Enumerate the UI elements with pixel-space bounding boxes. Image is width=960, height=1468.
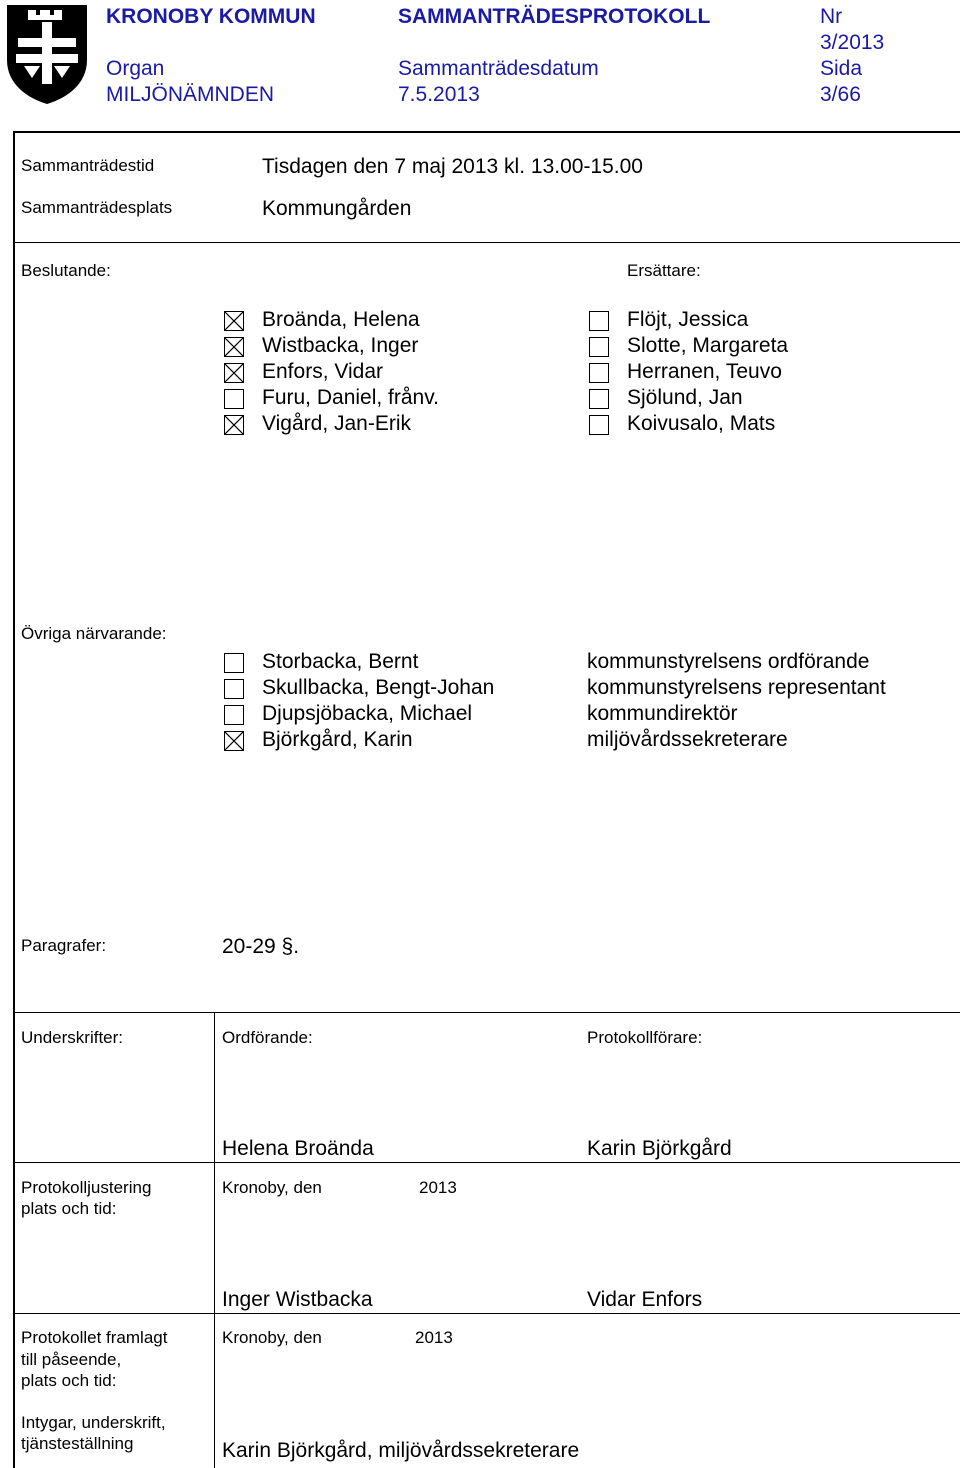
display-label-line1: Protokollet framlagt — [21, 1328, 168, 1347]
organ-value: MILJÖNÄMNDEN — [106, 83, 275, 106]
decision-maker-checkbox[interactable] — [224, 415, 244, 435]
substitute-name: Flöjt, Jessica — [627, 308, 749, 331]
substitute-name: Herranen, Teuvo — [627, 360, 782, 383]
others-present-label: Övriga närvarande: — [21, 624, 167, 643]
municipality-coat-of-arms-logo — [4, 2, 90, 106]
section-divider-adjustment — [13, 1162, 960, 1163]
certificate-label-line1: Intygar, underskrift, — [21, 1413, 166, 1432]
checkbox-x-mark — [225, 732, 243, 750]
municipality-name: KRONOBY KOMMUN — [106, 5, 316, 28]
substitute-name: Slotte, Margareta — [627, 334, 789, 357]
substitute-name: Koivusalo, Mats — [627, 412, 776, 435]
document-title: SAMMANTRÄDESPROTOKOLL — [398, 5, 711, 28]
checkbox-x-mark — [225, 312, 243, 330]
checkbox-x-mark — [225, 416, 243, 434]
decision-maker-checkbox[interactable] — [224, 311, 244, 331]
meeting-place-value: Kommungården — [262, 197, 412, 220]
other-present-checkbox[interactable] — [224, 731, 244, 751]
adjustment-year: 2013 — [419, 1178, 457, 1197]
adjustment-label-line1: Protokolljustering — [21, 1178, 152, 1197]
secretary-name: Karin Björkgård — [587, 1137, 732, 1160]
page-label: Sida — [820, 57, 863, 80]
paragraphs-label: Paragrafer: — [21, 936, 107, 955]
substitute-checkbox[interactable] — [589, 311, 609, 331]
section-divider-meeting — [13, 242, 960, 243]
substitute-checkbox[interactable] — [589, 415, 609, 435]
chair-name: Helena Broända — [222, 1137, 374, 1160]
meeting-time-label: Sammanträdestid — [21, 156, 155, 175]
secretary-label: Protokollförare: — [587, 1028, 703, 1047]
other-present-name: Björkgård, Karin — [262, 728, 413, 751]
decision-maker-name: Vigård, Jan-Erik — [262, 412, 412, 435]
adjuster-name-1: Inger Wistbacka — [222, 1288, 373, 1311]
other-present-role: miljövårdssekreterare — [587, 728, 788, 751]
checkbox-x-mark — [225, 364, 243, 382]
decision-maker-checkbox[interactable] — [224, 389, 244, 409]
other-present-checkbox[interactable] — [224, 653, 244, 673]
frame-top-line — [13, 131, 960, 133]
substitute-checkbox[interactable] — [589, 389, 609, 409]
paragraphs-value: 20-29 §. — [222, 935, 300, 958]
substitute-checkbox[interactable] — [589, 363, 609, 383]
display-label-line3: plats och tid: — [21, 1371, 117, 1390]
other-present-name: Skullbacka, Bengt-Johan — [262, 676, 495, 699]
frame-left-line — [13, 131, 15, 1468]
substitute-name: Sjölund, Jan — [627, 386, 743, 409]
other-present-name: Storbacka, Bernt — [262, 650, 419, 673]
checkbox-x-mark — [225, 338, 243, 356]
other-present-role: kommunstyrelsens ordförande — [587, 650, 870, 673]
meeting-date-label: Sammanträdesdatum — [398, 57, 599, 80]
meeting-place-label: Sammanträdesplats — [21, 198, 173, 217]
display-label-line2: till påseende, — [21, 1350, 122, 1369]
certificate-value: Karin Björkgård, miljövårdssekreterare — [222, 1439, 580, 1462]
substitute-checkbox[interactable] — [589, 337, 609, 357]
decision-maker-name: Broända, Helena — [262, 308, 420, 331]
decision-maker-name: Wistbacka, Inger — [262, 334, 419, 357]
signature-column-line — [214, 1012, 215, 1468]
page-value: 3/66 — [820, 83, 861, 106]
section-divider-display — [13, 1313, 960, 1314]
meeting-date-value: 7.5.2013 — [398, 83, 480, 106]
other-present-checkbox[interactable] — [224, 679, 244, 699]
organ-label: Organ — [106, 57, 165, 80]
decision-maker-checkbox[interactable] — [224, 337, 244, 357]
signatures-label: Underskrifter: — [21, 1028, 124, 1047]
display-year: 2013 — [415, 1328, 453, 1347]
other-present-role: kommunstyrelsens representant — [587, 676, 886, 699]
display-place-text: Kronoby, den — [222, 1328, 322, 1347]
number-value: 3/2013 — [820, 31, 885, 54]
adjustment-place-text: Kronoby, den — [222, 1178, 322, 1197]
decision-maker-name: Furu, Daniel, frånv. — [262, 386, 440, 409]
other-present-checkbox[interactable] — [224, 705, 244, 725]
decision-makers-label: Beslutande: — [21, 261, 111, 280]
decision-maker-name: Enfors, Vidar — [262, 360, 384, 383]
section-divider-paragraphs — [13, 1012, 960, 1013]
decision-maker-checkbox[interactable] — [224, 363, 244, 383]
chair-label: Ordförande: — [222, 1028, 313, 1047]
adjuster-name-2: Vidar Enfors — [587, 1288, 703, 1311]
substitutes-label: Ersättare: — [627, 261, 701, 280]
number-label: Nr — [820, 5, 843, 28]
other-present-name: Djupsjöbacka, Michael — [262, 702, 473, 725]
adjustment-label-line2: plats och tid: — [21, 1199, 117, 1218]
certificate-label-line2: tjänsteställning — [21, 1434, 134, 1453]
meeting-time-value: Tisdagen den 7 maj 2013 kl. 13.00-15.00 — [262, 155, 643, 178]
other-present-role: kommundirektör — [587, 702, 738, 725]
